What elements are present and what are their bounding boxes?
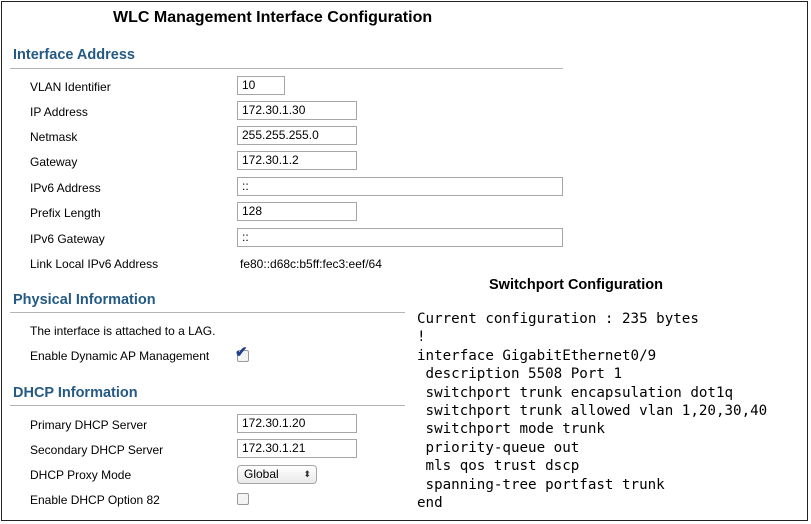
dhcp-proxy-mode-select[interactable] bbox=[237, 465, 317, 484]
prefix-length-label: Prefix Length bbox=[30, 206, 101, 220]
link-local-ipv6-value: fe80::d68c:b5ff:fec3:eef/64 bbox=[240, 257, 382, 271]
netmask-label: Netmask bbox=[30, 130, 78, 144]
dynamic-ap-management-label: Enable Dynamic AP Management bbox=[30, 349, 210, 363]
page-title: WLC Management Interface Configuration bbox=[113, 9, 433, 26]
dhcp-option-82-checkbox[interactable] bbox=[237, 493, 249, 505]
gateway-label: Gateway bbox=[30, 155, 78, 169]
config-line: Current configuration : 235 bytes bbox=[417, 311, 699, 327]
config-line: ! bbox=[417, 329, 426, 346]
up-down-arrows-icon: ⬍ bbox=[303, 469, 311, 479]
gateway-input[interactable]: 172.30.1.2 bbox=[237, 151, 357, 170]
switchport-config-code bbox=[417, 310, 767, 512]
primary-dhcp-server-input[interactable]: 172.30.1.20 bbox=[237, 414, 357, 433]
lag-status-text: The interface is attached to a LAG. bbox=[30, 324, 216, 338]
interface-address-heading: Interface Address bbox=[13, 47, 135, 63]
secondary-dhcp-server-label: Secondary DHCP Server bbox=[30, 443, 164, 457]
config-line: switchport mode trunk bbox=[417, 421, 605, 438]
secondary-dhcp-server-input[interactable]: 172.30.1.21 bbox=[237, 439, 357, 458]
config-line: spanning-tree portfast trunk bbox=[417, 476, 665, 493]
config-line: switchport trunk encapsulation dot1q bbox=[417, 384, 734, 401]
ip-address-input[interactable]: 172.30.1.30 bbox=[237, 101, 357, 120]
config-line: switchport trunk allowed vlan 1,20,30,40 bbox=[417, 403, 768, 420]
link-local-ipv6-label: Link Local IPv6 Address bbox=[30, 257, 159, 271]
config-line: mls qos trust dscp bbox=[417, 458, 580, 475]
config-line: priority-queue out bbox=[417, 439, 580, 456]
dhcp-proxy-mode-label: DHCP Proxy Mode bbox=[30, 468, 132, 482]
dhcp-proxy-mode-value: Global bbox=[244, 467, 279, 481]
prefix-length-input[interactable]: 128 bbox=[237, 202, 357, 221]
ip-address-label: IP Address bbox=[30, 105, 88, 119]
ipv6-address-label: IPv6 Address bbox=[30, 181, 101, 195]
primary-dhcp-server-label: Primary DHCP Server bbox=[30, 418, 148, 432]
switchport-configuration-title: Switchport Configuration bbox=[489, 277, 663, 293]
dhcp-information-heading: DHCP Information bbox=[13, 385, 138, 401]
physical-information-heading: Physical Information bbox=[13, 292, 156, 308]
section-divider bbox=[10, 68, 563, 69]
vlan-identifier-input[interactable]: 10 bbox=[237, 76, 285, 95]
config-line: description 5508 Port 1 bbox=[417, 366, 622, 383]
checkmark-icon: ✔ bbox=[235, 344, 248, 361]
ipv6-address-input[interactable]: :: bbox=[237, 177, 563, 196]
section-divider bbox=[10, 312, 405, 313]
vlan-identifier-label: VLAN Identifier bbox=[30, 80, 111, 94]
config-line: end bbox=[417, 495, 443, 512]
ipv6-gateway-input[interactable]: :: bbox=[237, 228, 563, 247]
section-divider bbox=[10, 405, 405, 406]
netmask-input[interactable]: 255.255.255.0 bbox=[237, 126, 357, 145]
dhcp-option-82-label: Enable DHCP Option 82 bbox=[30, 493, 160, 507]
ipv6-gateway-label: IPv6 Gateway bbox=[30, 232, 105, 246]
config-line: interface GigabitEthernet0/9 bbox=[417, 347, 657, 364]
